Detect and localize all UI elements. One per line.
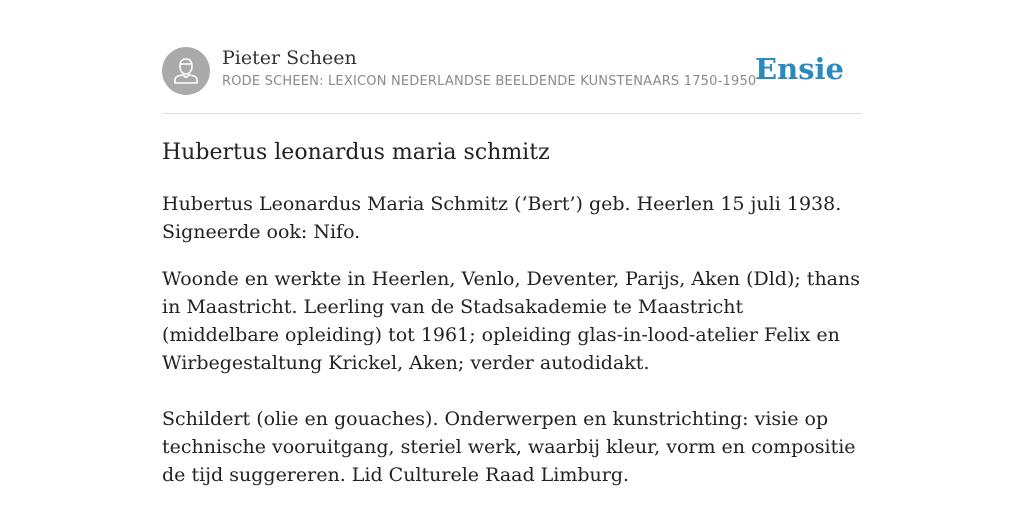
article-card [162, 0, 862, 512]
article-paragraph: Schildert (olie en gouaches). Onderwerpen en kunstrichting: visie op technische vooruitgang, steriel werk, waarbij kleur, vorm en compositie de tijd suggereren. Lid Culturele Raad Limburg. [162, 408, 856, 486]
source-label[interactable]: RODE SCHEEN: LEXICON NEDERLANDSE BEELDENDE KUNSTENAARS 1750-1950 [222, 74, 757, 89]
author-avatar[interactable] [162, 47, 210, 95]
header-divider [162, 113, 862, 114]
author-name[interactable]: Pieter Scheen [222, 47, 357, 69]
ensie-logo[interactable]: Ensie [755, 52, 844, 86]
article-paragraph: Woonde en werkte in Heerlen, Venlo, Deventer, Parijs, Aken (Dld); thans in Maastricht. Leerling van de Stadsakademie te Maastricht (middelbare opleiding) tot 1961; opleiding glas-in-lood-atelier Felix en Wirbegestaltung Krickel, Aken; verder autodidakt. [162, 268, 860, 374]
article-title: Hubertus leonardus maria schmitz [162, 140, 550, 165]
article-header [162, 46, 862, 96]
user-silhouette-icon [162, 47, 210, 95]
article-paragraph: Hubertus Leonardus Maria Schmitz (‘Bert’) geb. Heerlen 15 juli 1938. Signeerde ook: Nifo. [162, 193, 842, 243]
